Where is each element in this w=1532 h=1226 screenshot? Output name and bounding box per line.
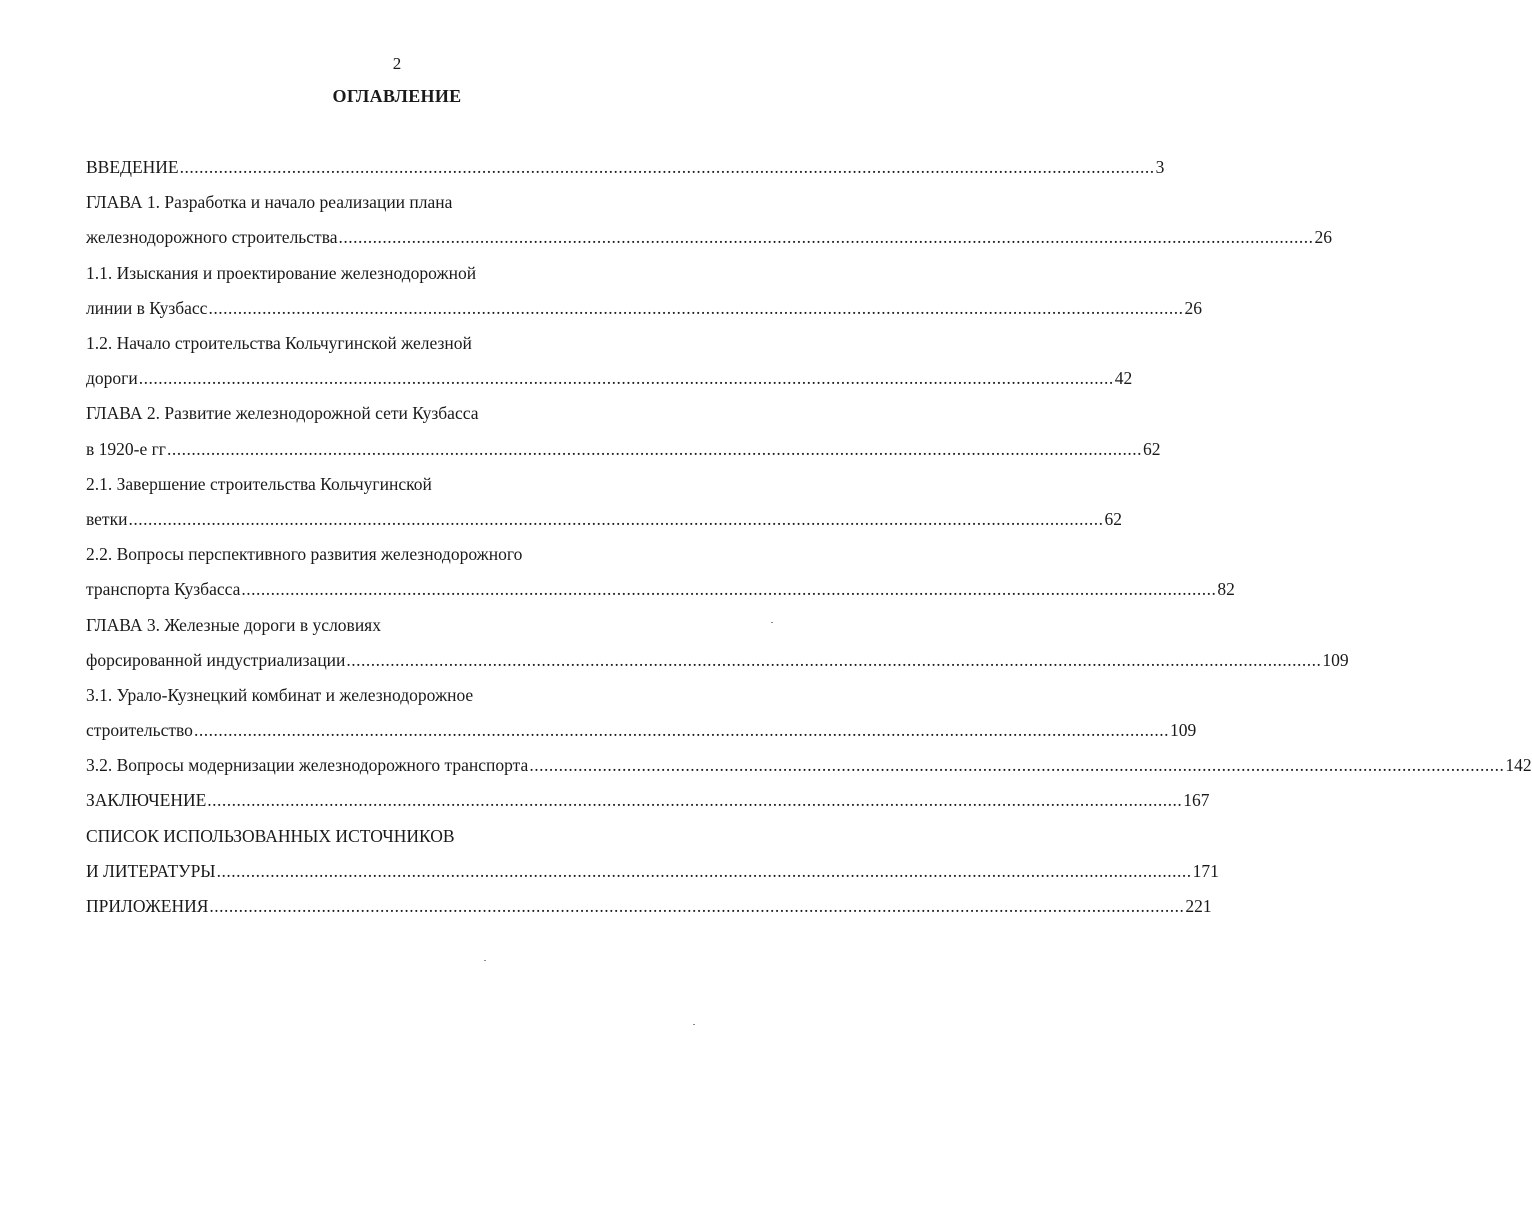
toc-line xyxy=(86,819,738,854)
toc-line xyxy=(86,256,738,291)
leader-dots: ........................................................................................................................................................................................................ xyxy=(346,649,1322,670)
scan-speck xyxy=(484,960,486,961)
leader-dots: ........................................................................................................................................................................................................ xyxy=(216,860,1192,881)
toc-line xyxy=(86,854,1219,889)
toc-line xyxy=(86,783,1210,818)
toc-entry-text: строительство xyxy=(86,720,193,741)
toc-entry-text: 3.1. Урало-Кузнецкий комбинат и железнодорожное xyxy=(86,684,474,705)
toc-line xyxy=(86,361,1133,396)
leader-dots: ........................................................................................................................................................................................................ xyxy=(207,790,1183,811)
toc-entry-text: линии в Кузбасс xyxy=(86,297,208,318)
toc-page-number: 109 xyxy=(1322,649,1349,670)
document-title: ОГЛАВЛЕНИЕ xyxy=(332,86,462,106)
toc-entry-text: ГЛАВА 2. Развитие железнодорожной сети Кузбасса xyxy=(86,403,479,424)
toc-page-number: 221 xyxy=(1185,896,1212,917)
toc-line xyxy=(86,643,1349,678)
toc-entry-text: 3.2. Вопросы модернизации железнодорожного транспорта xyxy=(86,755,529,776)
toc-entry-text: СПИСОК ИСПОЛЬЗОВАННЫХ ИСТОЧНИКОВ xyxy=(86,825,455,846)
toc-entry-text: 2.2. Вопросы перспективного развития железнодорожного xyxy=(86,544,523,565)
toc-page-number: 142 xyxy=(1505,755,1532,776)
toc-entry-text: 1.2. Начало строительства Кольчугинской железной xyxy=(86,333,472,354)
leader-dots: ........................................................................................................................................................................................................ xyxy=(166,438,1142,459)
toc-entry-text: ветки xyxy=(86,508,128,529)
toc-entry-text: И ЛИТЕРАТУРЫ xyxy=(86,860,216,881)
scan-speck xyxy=(771,622,773,623)
leader-dots: ........................................................................................................................................................................................................ xyxy=(209,896,1185,917)
toc-entry-text: ЗАКЛЮЧЕНИЕ xyxy=(86,790,207,811)
toc-line xyxy=(86,889,1212,924)
toc-line xyxy=(86,291,1202,326)
toc-entry-text: ГЛАВА 3. Железные дороги в условиях xyxy=(86,614,381,635)
toc-entry-text: 1.1. Изыскания и проектирование железнодорожной xyxy=(86,262,477,283)
toc-entry-text: железнодорожного строительства xyxy=(86,227,338,248)
toc-entry-text: в 1920-е гг xyxy=(86,438,166,459)
toc-line xyxy=(86,326,738,361)
page-number: 2 xyxy=(392,54,402,73)
toc-entry-text: транспорта Кузбасса xyxy=(86,579,241,600)
toc-line xyxy=(86,537,738,572)
toc-entry-text: ПРИЛОЖЕНИЯ xyxy=(86,896,209,917)
toc-line xyxy=(86,432,1161,467)
toc-entry-text: форсированной индустриализации xyxy=(86,649,346,670)
toc-page-number: 62 xyxy=(1142,438,1161,459)
toc-line xyxy=(86,713,1197,748)
toc-line xyxy=(86,185,738,220)
toc-page-number: 26 xyxy=(1314,227,1332,248)
toc-line xyxy=(86,748,1532,783)
toc-entry-text: дороги xyxy=(86,368,138,389)
leader-dots: ........................................................................................................................................................................................................ xyxy=(128,508,1104,529)
toc-page-number: 3 xyxy=(1155,157,1165,178)
toc-line xyxy=(86,396,738,431)
leader-dots: ........................................................................................................................................................................................................ xyxy=(529,755,1505,776)
leader-dots: ........................................................................................................................................................................................................ xyxy=(179,157,1155,178)
toc-page-number: 167 xyxy=(1183,790,1210,811)
table-of-contents xyxy=(86,150,1532,924)
toc-line xyxy=(86,678,738,713)
scan-speck xyxy=(693,1024,695,1025)
toc-line xyxy=(86,467,738,502)
toc-line xyxy=(86,502,1122,537)
toc-line xyxy=(86,607,738,642)
toc-page-number: 171 xyxy=(1192,860,1219,881)
leader-dots: ........................................................................................................................................................................................................ xyxy=(208,297,1184,318)
toc-entry-text: ГЛАВА 1. Разработка и начало реализации плана xyxy=(86,192,453,213)
toc-entry-text: ВВЕДЕНИЕ xyxy=(86,157,179,178)
toc-entry-text: 2.1. Завершение строительства Кольчугинской xyxy=(86,473,432,494)
toc-page-number: 82 xyxy=(1217,579,1235,600)
toc-line xyxy=(86,150,1165,185)
leader-dots: ........................................................................................................................................................................................................ xyxy=(241,579,1217,600)
toc-page-number: 109 xyxy=(1169,720,1197,741)
toc-page-number: 26 xyxy=(1184,297,1202,318)
leader-dots: ........................................................................................................................................................................................................ xyxy=(193,720,1169,741)
toc-line xyxy=(86,220,1332,255)
leader-dots: ........................................................................................................................................................................................................ xyxy=(138,368,1114,389)
leader-dots: ........................................................................................................................................................................................................ xyxy=(338,227,1314,248)
toc-page-number: 42 xyxy=(1114,368,1133,389)
toc-line xyxy=(86,572,1235,607)
toc-page-number: 62 xyxy=(1104,508,1122,529)
